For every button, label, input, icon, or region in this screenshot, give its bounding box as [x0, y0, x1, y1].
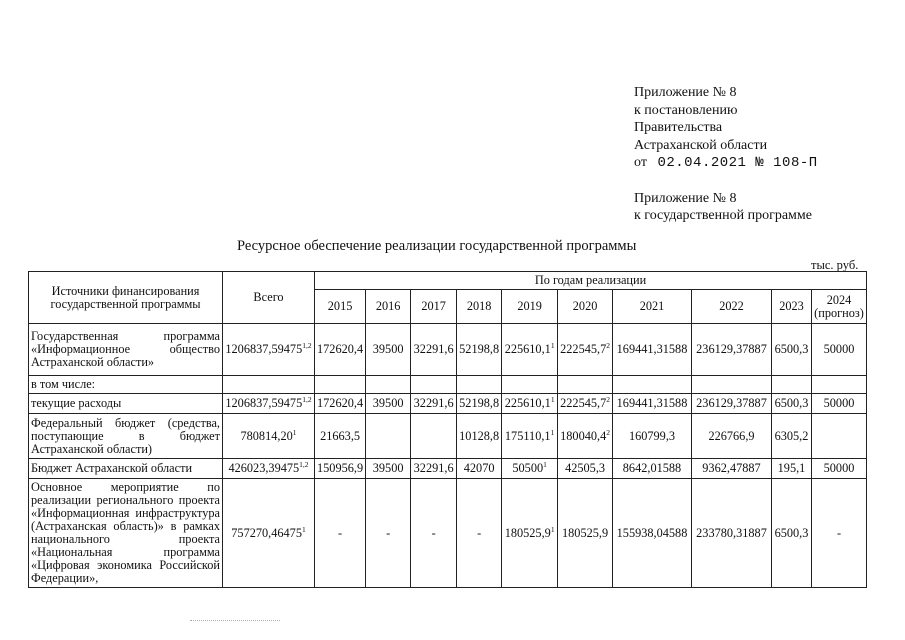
year-value-cell — [315, 459, 366, 479]
date-value: 02.04.2021 № 108-П — [657, 155, 818, 171]
units-label: тыс. руб. — [811, 258, 859, 272]
year-value-cell — [315, 324, 366, 376]
year-value-cell — [772, 394, 812, 414]
cell-value: 222545,7 — [560, 396, 607, 410]
year-value-cell — [457, 479, 502, 588]
appendix-line: Приложение № 8 — [634, 85, 737, 100]
cell-value: 236129,37887 — [696, 342, 767, 356]
year-value-cell — [812, 414, 867, 459]
year-value-cell — [366, 376, 411, 394]
year-value-cell — [692, 376, 772, 394]
cell-value: 9362,47887 — [702, 461, 761, 475]
footnote-mark: 1 — [543, 459, 547, 469]
cell-value: 50500 — [512, 461, 544, 475]
cell-value: 21663,5 — [320, 428, 361, 443]
cell-value: 180525,9 — [562, 525, 609, 540]
source-cell: Федеральный бюджет (средства, поступающие в бюджет Астраханской области) — [29, 414, 223, 459]
cell-value: 195,1 — [777, 461, 806, 475]
year-header: 2020 — [558, 290, 613, 324]
total-cell — [223, 394, 315, 414]
source-cell: текущие расходы — [29, 394, 223, 414]
appendix-line: к государственной программе — [634, 208, 812, 223]
cell-value: 172620,4 — [317, 342, 364, 356]
year-header: 2016 — [366, 290, 411, 324]
year-value-cell — [558, 479, 613, 588]
cell-value: 6500,3 — [774, 342, 809, 356]
date-prefix: от — [634, 155, 647, 170]
page-footer-line — [190, 620, 280, 622]
total-cell — [223, 324, 315, 376]
cell-value: 169441,31588 — [616, 396, 688, 410]
year-value-cell — [613, 324, 692, 376]
document-title: Ресурсное обеспечение реализации государственной программы — [237, 238, 637, 254]
appendix-line: к постановлению — [634, 102, 738, 118]
year-value-cell — [502, 414, 558, 459]
cell-value: 180040,4 — [560, 428, 607, 443]
year-value-cell — [457, 376, 502, 394]
year-value-cell — [812, 394, 867, 414]
footnote-mark: 1,2 — [302, 394, 312, 404]
year-value-cell — [411, 376, 457, 394]
year-value-cell — [812, 376, 867, 394]
year-value-cell — [692, 459, 772, 479]
year-value-cell — [692, 479, 772, 588]
year-value-cell — [411, 394, 457, 414]
table-row — [29, 414, 867, 459]
cell-value: 32291,6 — [413, 396, 454, 410]
year-value-cell — [613, 479, 692, 588]
footnote-mark: 1,2 — [299, 459, 309, 469]
cell-value: 6305,2 — [774, 428, 809, 443]
year-value-cell — [613, 394, 692, 414]
cell-value: - — [477, 525, 482, 540]
cell-value: 175110,1 — [504, 428, 551, 443]
source-cell: Основное мероприятие по реализации регионального проекта «Информационная инфраструктура (Астраханская область)» в рамках национального проекта «Национальная программа «Цифровая экономика Российской Федерации», — [29, 479, 223, 588]
year-value-cell — [502, 376, 558, 394]
year-value-cell — [315, 479, 366, 588]
source-cell: Бюджет Астраханской области — [29, 459, 223, 479]
source-cell: в том числе: — [29, 376, 223, 394]
year-value-cell — [502, 324, 558, 376]
cell-value: 32291,6 — [413, 342, 454, 356]
table-row — [29, 324, 867, 376]
cell-value: - — [431, 525, 436, 540]
year-value-cell — [772, 479, 812, 588]
total-cell — [223, 414, 315, 459]
year-value-cell — [772, 324, 812, 376]
footnote-mark: 2 — [606, 340, 610, 350]
header-source: Источники финансирования государственной программы — [29, 272, 223, 324]
year-header: 2022 — [692, 290, 772, 324]
total-cell — [223, 479, 315, 588]
cell-value: 6500,3 — [774, 525, 809, 540]
cell-value: 225610,1 — [504, 342, 551, 356]
year-header: 2018 — [457, 290, 502, 324]
cell-value: 52198,8 — [459, 342, 500, 356]
year-value-cell — [692, 414, 772, 459]
appendix-line: Правительства — [634, 120, 723, 135]
cell-value: - — [836, 525, 842, 540]
appendix-line: Приложение № 8 — [634, 190, 737, 206]
year-value-cell — [411, 414, 457, 459]
year-header: 2015 — [315, 290, 366, 324]
cell-value: 172620,4 — [317, 396, 364, 410]
year-value-cell — [558, 324, 613, 376]
header-total: Всего — [223, 272, 315, 324]
year-value-cell — [411, 479, 457, 588]
cell-value: 757270,46475 — [231, 525, 302, 540]
year-value-cell — [411, 324, 457, 376]
cell-value: 1206837,59475 — [225, 396, 303, 410]
cell-value: 780814,20 — [240, 428, 293, 443]
year-value-cell — [315, 394, 366, 414]
cell-value: 150956,9 — [317, 461, 364, 475]
year-value-cell — [457, 414, 502, 459]
year-value-cell — [812, 479, 867, 588]
year-value-cell — [315, 414, 366, 459]
cell-value: 50000 — [823, 461, 855, 475]
header-row — [29, 272, 867, 290]
cell-value: 233780,31887 — [696, 525, 767, 540]
cell-value: 52198,8 — [459, 396, 500, 410]
cell-value: - — [338, 525, 343, 540]
footnote-mark: 2 — [606, 394, 610, 404]
year-value-cell — [366, 459, 411, 479]
year-value-cell — [411, 459, 457, 479]
cell-value: 160799,3 — [628, 428, 676, 443]
year-header: 2021 — [613, 290, 692, 324]
year-header: 2024 (прогноз) — [812, 290, 867, 324]
cell-value: 10128,8 — [459, 428, 500, 443]
total-cell — [223, 376, 315, 394]
year-value-cell — [457, 459, 502, 479]
appendix-line: Астраханской области — [634, 137, 768, 153]
footnote-mark: 2 — [606, 427, 610, 437]
year-value-cell — [692, 394, 772, 414]
year-value-cell — [692, 324, 772, 376]
table-row — [29, 459, 867, 479]
cell-value: 6500,3 — [774, 396, 809, 410]
year-header: 2023 — [772, 290, 812, 324]
year-value-cell — [558, 376, 613, 394]
table-body — [29, 272, 867, 588]
year-value-cell — [558, 414, 613, 459]
year-header: 2019 — [502, 290, 558, 324]
year-value-cell — [772, 414, 812, 459]
year-value-cell — [613, 376, 692, 394]
total-cell — [223, 459, 315, 479]
year-value-cell — [772, 376, 812, 394]
footnote-mark: 1 — [292, 427, 297, 437]
year-value-cell — [457, 394, 502, 414]
year-value-cell — [502, 394, 558, 414]
cell-value: 169441,31588 — [616, 342, 688, 356]
footnote-mark: 1 — [550, 427, 555, 437]
appendix-date-line — [634, 154, 818, 173]
header-by-years: По годам реализации — [315, 272, 867, 290]
cell-value: 50000 — [823, 342, 855, 356]
cell-value: 42070 — [463, 461, 495, 475]
footnote-mark: 1 — [550, 394, 555, 404]
cell-value: 8642,01588 — [622, 461, 682, 475]
year-value-cell — [366, 414, 411, 459]
appendix-block — [634, 84, 818, 225]
year-value-cell — [558, 394, 613, 414]
year-value-cell — [366, 479, 411, 588]
year-value-cell — [502, 459, 558, 479]
cell-value: 32291,6 — [413, 461, 454, 475]
table-row — [29, 479, 867, 588]
cell-value: 225610,1 — [504, 396, 551, 410]
year-value-cell — [558, 459, 613, 479]
cell-value: 426023,39475 — [228, 461, 300, 475]
year-value-cell — [613, 459, 692, 479]
cell-value: 155938,04588 — [616, 525, 688, 540]
footnote-mark: 1 — [301, 524, 306, 534]
cell-value: 50000 — [823, 396, 855, 410]
year-value-cell — [812, 459, 867, 479]
year-value-cell — [613, 414, 692, 459]
table-row — [29, 394, 867, 414]
cell-value: 222545,7 — [560, 342, 607, 356]
year-value-cell — [366, 394, 411, 414]
footnote-mark: 1,2 — [302, 340, 312, 350]
footnote-mark: 1 — [550, 524, 555, 534]
cell-value: 236129,37887 — [696, 396, 767, 410]
cell-value: 180525,9 — [504, 525, 551, 540]
year-value-cell — [772, 459, 812, 479]
footnote-mark: 1 — [550, 340, 555, 350]
year-value-cell — [315, 376, 366, 394]
cell-value: 39500 — [372, 461, 404, 475]
year-value-cell — [502, 479, 558, 588]
cell-value: 39500 — [372, 342, 404, 356]
cell-value: - — [386, 525, 391, 540]
year-value-cell — [366, 324, 411, 376]
cell-value: 39500 — [372, 396, 404, 410]
cell-value: 42505,3 — [565, 461, 606, 475]
year-header: 2017 — [411, 290, 457, 324]
table-row — [29, 376, 867, 394]
cell-value: 226766,9 — [708, 428, 755, 443]
resource-table — [28, 271, 867, 588]
year-value-cell — [812, 324, 867, 376]
year-value-cell — [457, 324, 502, 376]
source-cell: Государственная программа «Информационное общество Астраханской области» — [29, 324, 223, 376]
cell-value: 1206837,59475 — [225, 342, 303, 356]
